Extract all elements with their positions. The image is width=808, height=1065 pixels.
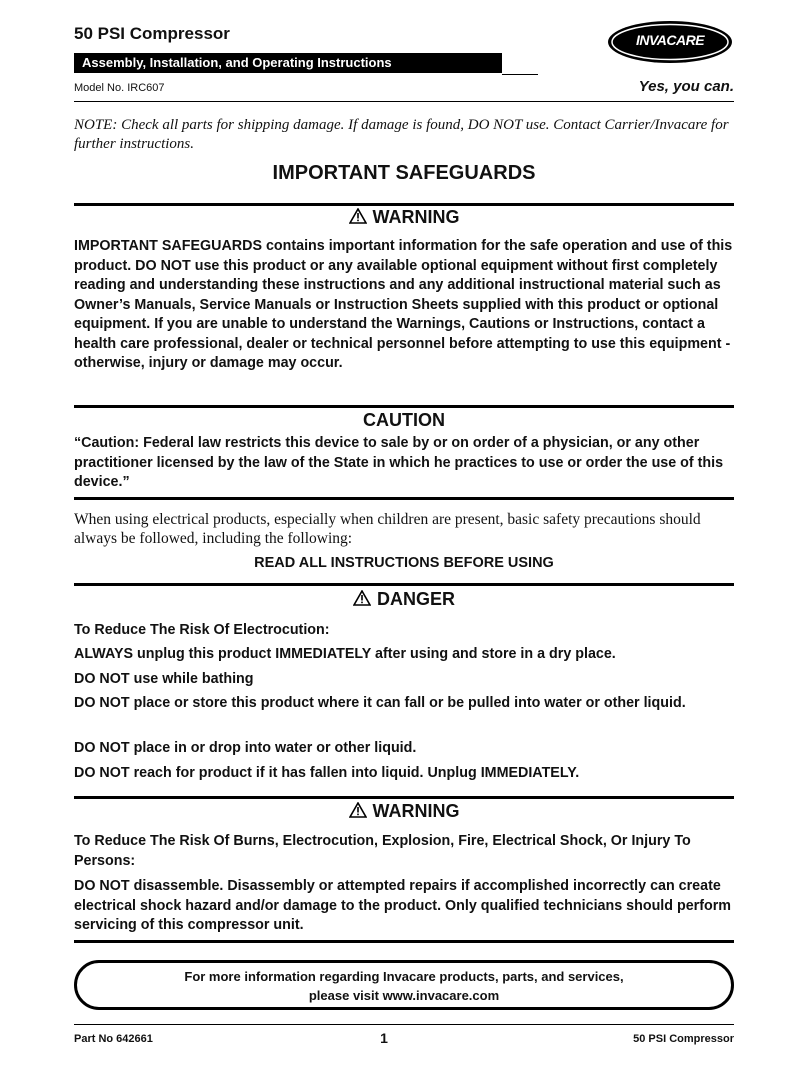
document-subtitle: Assembly, Installation, and Operating Instructions bbox=[74, 53, 502, 73]
danger-item-lead: DO NOT bbox=[74, 740, 130, 756]
danger-item-text: unplug this product bbox=[133, 646, 276, 662]
danger-item-text: reach for product if it has fallen into liquid. Unplug bbox=[129, 765, 481, 781]
danger-item bbox=[74, 694, 734, 714]
danger-subhead: To Reduce The Risk Of Electrocution: bbox=[74, 622, 330, 638]
danger-item-emphasis: IMMEDIATELY. bbox=[480, 765, 580, 781]
danger-item-lead: DO NOT bbox=[74, 765, 130, 781]
warning-triangle-icon bbox=[349, 208, 367, 224]
warning-triangle-icon bbox=[349, 802, 367, 818]
danger-item-emphasis: IMMEDIATELY bbox=[275, 646, 372, 662]
danger-item-text: place or store this product where it can fall or be pulled into water or other liquid. bbox=[129, 695, 686, 711]
danger-heading bbox=[74, 589, 734, 610]
danger-item bbox=[74, 645, 734, 665]
warning-lead: IMPORTANT SAFEGUARDS bbox=[74, 238, 262, 254]
page-number: 1 bbox=[380, 1030, 388, 1046]
warning-title: WARNING bbox=[372, 207, 460, 227]
section-divider bbox=[74, 940, 734, 943]
caution-body: “Caution: Federal law restricts this device to sale by or on order of a physician, or any other practitioner licensed by the law of the State in which he practices to use or order the use of this device.” bbox=[74, 435, 724, 490]
more-info-box bbox=[74, 960, 734, 1010]
model-number: Model No. IRC607 bbox=[74, 82, 165, 94]
section-divider bbox=[74, 203, 734, 206]
electrical-safety-intro: When using electrical products, especially when children are present, basic safety precautions should always be followed, including the following: bbox=[74, 511, 701, 547]
page-title: IMPORTANT SAFEGUARDS bbox=[272, 162, 536, 184]
section-divider bbox=[74, 583, 734, 586]
warning-body bbox=[74, 877, 734, 936]
danger-item bbox=[74, 739, 734, 759]
section-divider bbox=[74, 497, 734, 500]
website-link[interactable]: please visit www.invacare.com bbox=[308, 988, 500, 1003]
warning-title: WARNING bbox=[372, 801, 460, 821]
danger-triangle-icon bbox=[353, 590, 371, 606]
warning-heading bbox=[74, 801, 734, 822]
footer-product-name: 50 PSI Compressor bbox=[633, 1033, 734, 1045]
warning-text: disassemble. Disassembly or attempted repairs if accomplished incorrectly can create electrical shock hazard and/or damage to the product. Only qualified technicians should perform servicing of this compressor unit. bbox=[74, 878, 731, 933]
danger-item-lead: ALWAYS bbox=[74, 646, 134, 662]
warning-body bbox=[74, 237, 734, 374]
more-info-line: For more information regarding Invacare products, parts, and services, bbox=[184, 969, 624, 984]
shipping-note: NOTE: Check all parts for shipping damage. If damage is found, DO NOT use. Contact Carrier/Invacare for further instructions. bbox=[74, 117, 729, 152]
warning-heading bbox=[74, 207, 734, 228]
section-divider bbox=[74, 796, 734, 799]
danger-item bbox=[74, 670, 734, 690]
logo-wordmark: INVACARE bbox=[635, 32, 705, 48]
warning-subhead: To Reduce The Risk Of Burns, Electrocution, Explosion, Fire, Electrical Shock, Or Injury To Persons: bbox=[74, 833, 691, 869]
danger-item-text: use while bathing bbox=[129, 671, 254, 687]
danger-item-text: after using and store in a dry place. bbox=[371, 646, 616, 662]
footer-part-number: Part No 642661 bbox=[74, 1033, 153, 1045]
danger-item-lead: DO NOT bbox=[74, 695, 130, 711]
caution-heading: CAUTION bbox=[363, 410, 445, 430]
danger-title: DANGER bbox=[376, 589, 455, 609]
footer-divider bbox=[74, 1024, 734, 1025]
read-all-instructions: READ ALL INSTRUCTIONS BEFORE USING bbox=[254, 555, 554, 571]
danger-item-lead: DO NOT bbox=[74, 671, 130, 687]
brand-tagline: Yes, you can. bbox=[638, 78, 734, 95]
subtitle-underline bbox=[502, 74, 538, 75]
header-divider bbox=[74, 101, 734, 102]
product-title: 50 PSI Compressor bbox=[74, 24, 230, 43]
warning-text: contains important information for the safe operation and use of this product. DO NOT use this product or any available optional equipment without first completely reading and understanding these instructions and any additional instructional material such as Owner’s Manuals, Service Manuals or Instruction Sheets supplied with this product or optional equipment. If you are unable to understand the Warnings, Cautions or Instructions, contact a health care professional, dealer or technical personnel before attempting to use this equipment - otherwise, injury or damage may occur. bbox=[74, 238, 733, 371]
warning-lead: DO NOT bbox=[74, 878, 130, 894]
danger-item-text: place in or drop into water or other liquid. bbox=[129, 740, 417, 756]
section-divider bbox=[74, 405, 734, 408]
danger-item bbox=[74, 764, 734, 784]
